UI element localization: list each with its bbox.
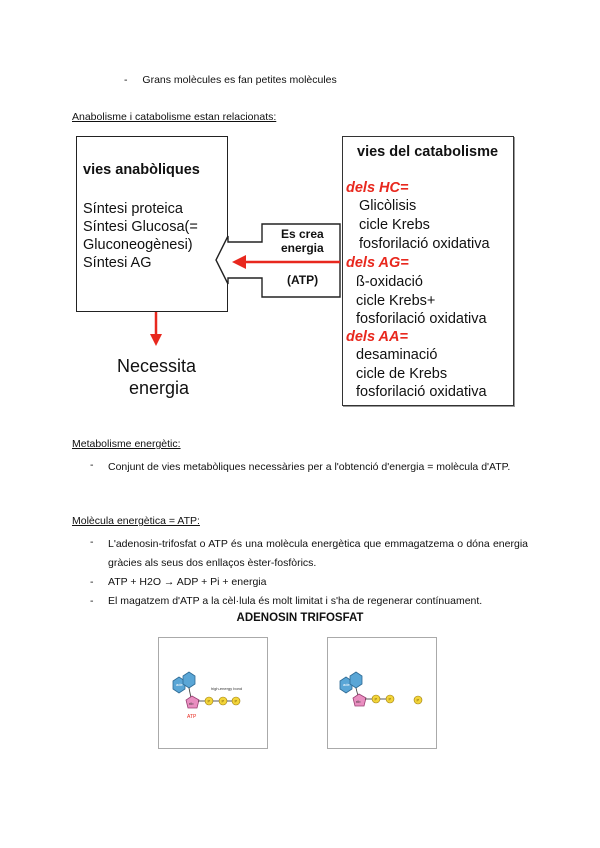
atp-bullet-1: L'adenosin-trifosfat o ATP és una molècula energètica que emmagatzema o dóna energia gràcies als seus dos enllaços èster-fosfòrics. <box>108 538 528 569</box>
atp-molecule-1 <box>159 638 267 748</box>
atp-red-label: ATP <box>187 714 197 720</box>
group-ag-item-3: fosforilació oxidativa <box>356 311 487 327</box>
anabolic-line-2: Síntesi Glucosa(= <box>83 219 198 235</box>
phosphate-label-1b: P <box>221 698 225 704</box>
group-aa-item-2: cicle de Krebs <box>356 366 448 382</box>
phosphate-label-2a: P <box>374 696 378 702</box>
anabolic-line-4: Síntesi AG <box>83 255 152 271</box>
anabolic-line-1: Síntesi proteica <box>83 201 183 217</box>
adenine-label-1: ade <box>176 682 183 687</box>
atp-figure-2 <box>327 637 437 749</box>
atp-bullet-dash-3: - <box>90 595 94 607</box>
group-ag-label: dels AG= <box>346 255 409 271</box>
anabolic-title: vies anabòliques <box>83 162 200 178</box>
section-heading-energy-metabolism: Metabolisme energètic: <box>72 438 181 450</box>
arrow-text-1: Es crea <box>281 227 324 241</box>
intro-bullet-text: Grans molècules es fan petites molècules <box>142 74 337 86</box>
red-down-arrow-head <box>150 334 162 346</box>
group-aa-item-3: fosforilació oxidativa <box>356 384 487 400</box>
energy-bullet-dash: - <box>90 459 94 471</box>
group-hc-item-2: cicle Krebs <box>359 217 430 233</box>
needs-energy-2: energia <box>129 378 190 398</box>
group-ag-item-2: cicle Krebs+ <box>356 293 436 309</box>
phosphate-label-1c: P <box>234 698 238 704</box>
group-hc-item-1: Glicòlisis <box>359 198 417 214</box>
bullet-dash: - <box>124 74 128 86</box>
high-energy-bond-label: high-energy bond <box>211 686 243 691</box>
phosphate-label-1a: P <box>207 698 211 704</box>
atp-molecule-2 <box>328 638 436 748</box>
figure-title: ADENOSIN TRIFOSFAT <box>236 612 364 624</box>
group-hc-label: dels HC= <box>346 180 409 196</box>
adenine-hex-b <box>183 672 195 688</box>
adenine-hex-d <box>350 672 362 688</box>
group-hc-item-3: fosforilació oxidativa <box>359 236 490 252</box>
atp-bullet-3: El magatzem d'ATP a la cèl·lula és molt limitat i s'ha de regenerar contínuament. <box>108 595 483 607</box>
arrow-text-2: energia <box>281 241 324 255</box>
group-aa-label: dels AA= <box>346 329 408 345</box>
section-heading-atp: Molècula energètica = ATP: <box>72 515 200 527</box>
atp-bullet-dash-2: - <box>90 576 94 588</box>
catabolism-title: vies del catabolisme <box>357 144 499 160</box>
ribose-label-2: rib <box>356 699 361 704</box>
phosphate-label-2c: P <box>416 697 420 703</box>
ribose-label-1: rib <box>189 701 194 706</box>
energy-bullet-text: Conjunt de vies metabòliques necessàries per a l'obtenció d'energia = molècula d'ATP. <box>108 461 511 473</box>
section-heading-anabolism: Anabolisme i catabolisme estan relacionats: <box>72 111 277 123</box>
adenine-label-2: ade <box>343 682 350 687</box>
needs-energy-1: Necessita <box>117 356 197 376</box>
group-ag-item-1: ß-oxidació <box>356 274 423 290</box>
anabolic-line-3: Gluconeogènesi) <box>83 237 193 253</box>
phosphate-label-2b: P <box>388 696 392 702</box>
catabolism-box <box>342 136 514 406</box>
atp-bullet-2: ATP + H2O → ADP + Pi + energia <box>108 576 267 588</box>
arrow-text-3: (ATP) <box>287 273 319 287</box>
atp-bullet-dash-1: - <box>90 536 94 548</box>
atp-figure-1 <box>158 637 268 749</box>
group-aa-item-1: desaminació <box>356 347 438 363</box>
